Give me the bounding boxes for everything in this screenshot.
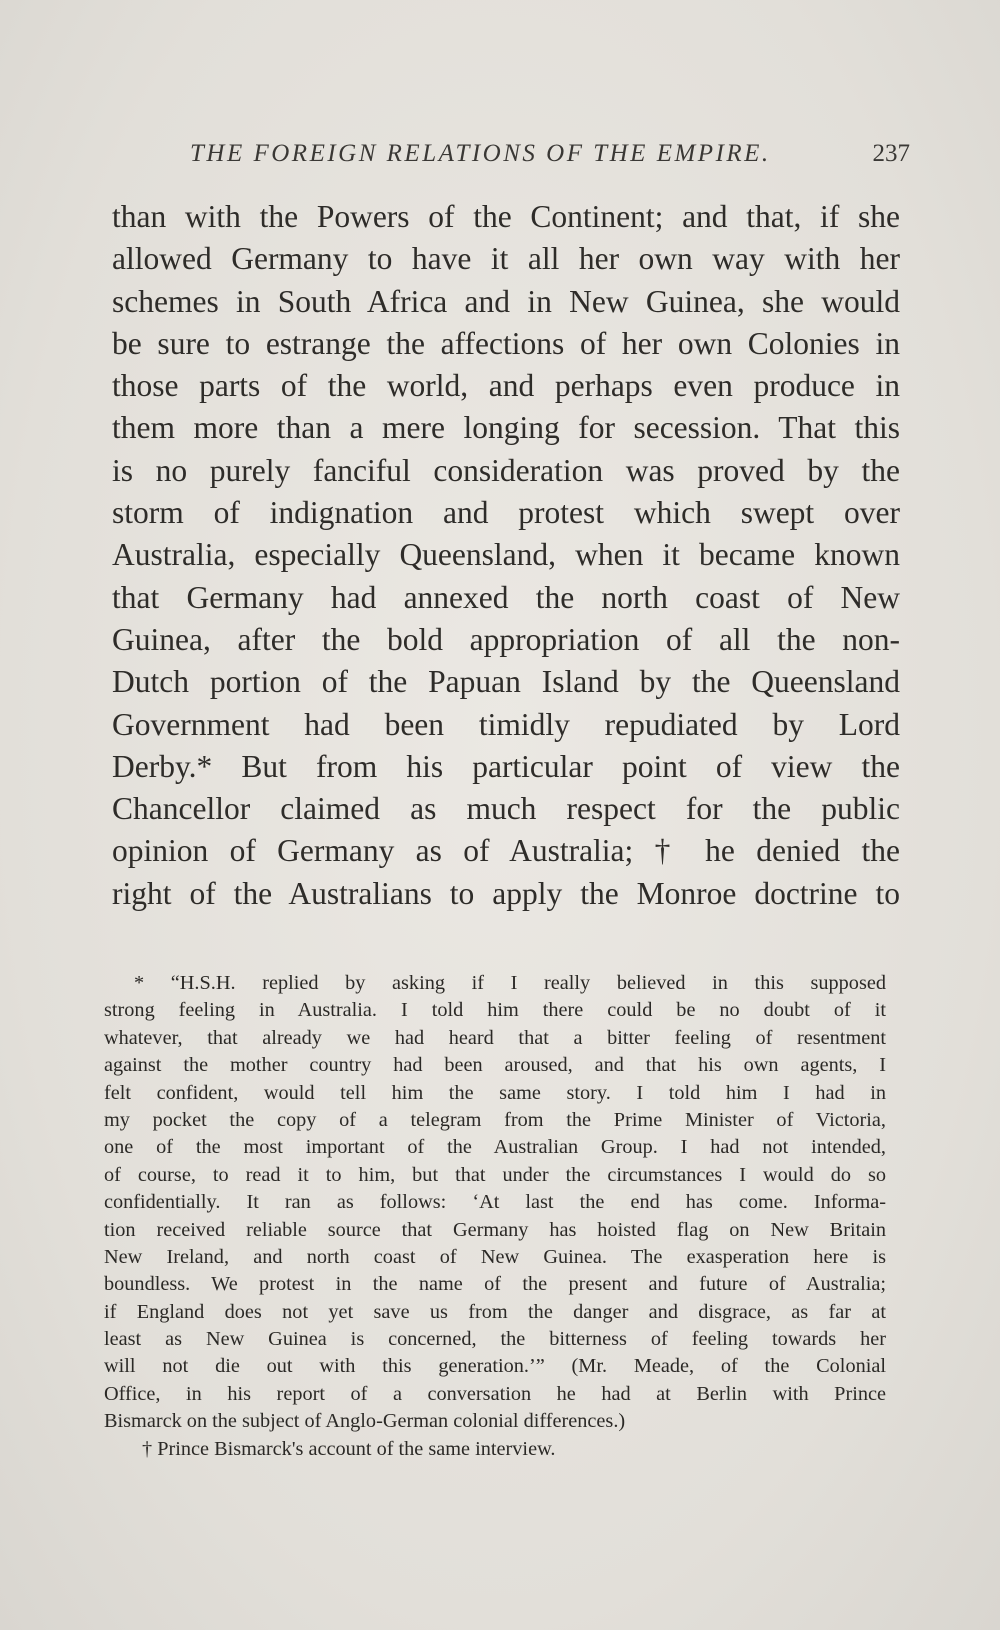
footnote-star-line: of course, to read it to him, but that under the circumstances I would do so xyxy=(104,1163,886,1186)
footnote-star-line: tion received reliable source that Germany has hoisted flag on New Britain xyxy=(104,1218,886,1241)
footnote-star-line: * “H.S.H. replied by asking if I really believed in this supposed xyxy=(134,972,886,994)
body-line: Chancellor claimed as much respect for the public xyxy=(112,791,900,827)
body-line: Derby.* But from his particular point of view the xyxy=(112,748,900,784)
footnote-star-line: against the mother country had been aroused, and that his own agents, I xyxy=(104,1054,886,1077)
body-line: Government had been timidly repudiated by Lord xyxy=(112,706,900,742)
footnote-star-line: New Ireland, and north coast of New Guinea. The exasperation here is xyxy=(104,1245,886,1268)
running-head xyxy=(190,140,910,180)
footnote-star-line: will not die out with this generation.’” (Mr. Meade, of the Colonial xyxy=(104,1355,886,1378)
body-line: Guinea, after the bold appropriation of all the non- xyxy=(112,621,900,657)
body-line: than with the Powers of the Continent; and that, if she xyxy=(112,199,900,234)
body-line: opinion of Germany as of Australia; † he denied the xyxy=(112,833,900,869)
footnote-star-line: one of the most important of the Australian Group. I had not intended, xyxy=(104,1136,886,1159)
footnote-star-line: boundless. We protest in the name of the present and future of Australia; xyxy=(104,1273,886,1296)
running-title: THE FOREIGN RELATIONS OF THE EMPIRE. xyxy=(190,140,771,167)
footnote-star-line: confidentially. It ran as follows: ‘At last the end has come. Informa- xyxy=(104,1191,886,1214)
footnote-dagger-line: † Prince Bismarck's account of the same interview. xyxy=(142,1437,556,1460)
body-line: schemes in South Africa and in New Guinea, she would xyxy=(112,283,900,319)
body-line: those parts of the world, and perhaps even produce in xyxy=(112,368,900,404)
footnote-star-line: Office, in his report of a conversation he had at Berlin with Prince xyxy=(104,1382,886,1405)
body-text xyxy=(112,196,900,915)
body-line: right of the Australians to apply the Monroe doctrine to xyxy=(112,875,900,911)
footnote-star-line: whatever, that already we had heard that a bitter feeling of resentment xyxy=(104,1026,886,1049)
body-line: Dutch portion of the Papuan Island by the Queensland xyxy=(112,664,900,700)
body-line: allowed Germany to have it all her own way with her xyxy=(112,241,900,277)
footnotes xyxy=(104,970,886,1463)
footnote-star-line: if England does not yet save us from the danger and disgrace, as far at xyxy=(104,1300,886,1323)
footnote-star-line: felt confident, would tell him the same story. I told him I had in xyxy=(104,1081,886,1104)
body-line: storm of indignation and protest which swept over xyxy=(112,495,900,531)
page-number: 237 xyxy=(872,140,910,167)
footnote-star-line: least as New Guinea is concerned, the bitterness of feeling towards her xyxy=(104,1328,886,1351)
footnote-star-line: strong feeling in Australia. I told him there could be no doubt of it xyxy=(104,999,886,1022)
body-line: is no purely fanciful consideration was proved by the xyxy=(112,452,900,488)
body-line: that Germany had annexed the north coast of New xyxy=(112,579,900,615)
footnote-star-line: my pocket the copy of a telegram from the Prime Minister of Victoria, xyxy=(104,1108,886,1131)
body-line: them more than a mere longing for secession. That this xyxy=(112,410,900,446)
footnote-star-line: Bismarck on the subject of Anglo-German colonial differences.) xyxy=(104,1410,626,1433)
body-line: be sure to estrange the affections of her own Colonies in xyxy=(112,325,900,361)
body-line: Australia, especially Queensland, when it became known xyxy=(112,537,900,573)
